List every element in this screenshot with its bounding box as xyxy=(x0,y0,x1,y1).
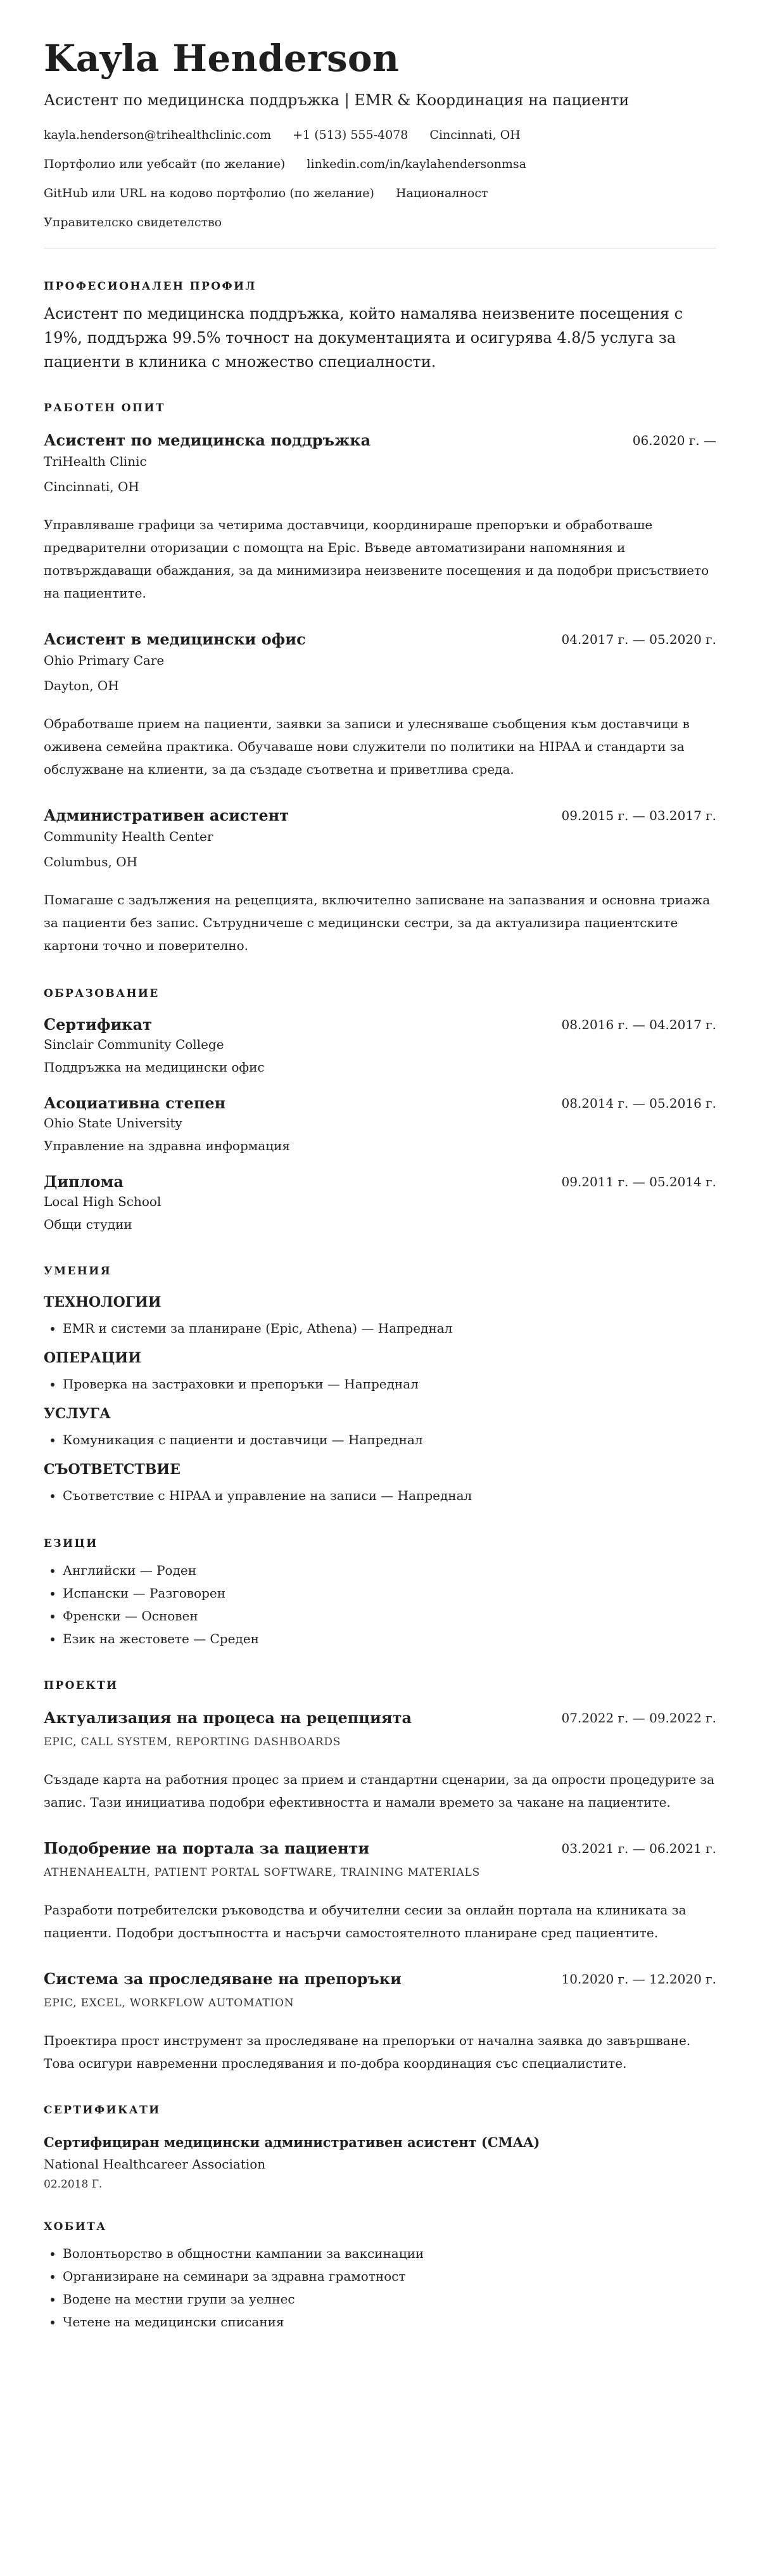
email-link[interactable]: kayla.henderson@trihealthclinic.com xyxy=(44,128,272,142)
job-description: Обработваше прием на пациенти, заявки за записи и улесняваше съобщения към доставчици в оживена семейна практика. Обучаваше нови служители по политики на HIPAA и стандарти за обслужване на клиенти, за да създаде съответна и приветлива среда. xyxy=(44,716,690,777)
skills-title: УМЕНИЯ xyxy=(44,1265,112,1278)
profile-text: Асистент по медицинска поддръжка, който намалява неизвените посещения с 19%, поддържа 99.5% точност на документацията и осигурява 4.8/5 услуга за пациенти в клиника с множество специалности. xyxy=(44,305,683,371)
hobby-item: • Водене на местни групи за уелнес xyxy=(63,2288,716,2310)
job-date: 06.2020 г. — xyxy=(632,433,716,448)
edu-date: 09.2011 г. — 05.2014 г. xyxy=(561,1174,716,1189)
skill-category: ТЕХНОЛОГИИ xyxy=(44,1294,162,1310)
license-text: Управителско свидетелство xyxy=(44,215,222,229)
job-role: Асистент по медицинска поддръжка xyxy=(44,431,371,449)
job-company: Ohio Primary Care xyxy=(44,653,165,668)
contact-row-4 xyxy=(44,214,716,231)
project-name: Система за проследяване на препоръки xyxy=(44,1970,402,1988)
projects-title: ПРОЕКТИ xyxy=(44,1679,118,1692)
certificates-title: СЕРТИФИКАТИ xyxy=(44,2104,161,2117)
skill-group xyxy=(44,1460,716,1507)
education-item xyxy=(44,1015,716,1076)
job-location: Columbus, OH xyxy=(44,854,138,869)
contact-row-3 xyxy=(44,184,716,202)
job-date: 04.2017 г. — 05.2020 г. xyxy=(561,632,716,647)
github-link[interactable]: GitHub или URL на кодово портфолио (по желание) xyxy=(44,186,374,200)
languages-title: ЕЗИЦИ xyxy=(44,1537,98,1550)
languages-list xyxy=(44,1559,716,1650)
skill-list xyxy=(44,1317,716,1340)
skill-item: • Проверка на застраховки и препоръки — Напреднал xyxy=(63,1373,716,1395)
edu-date: 08.2016 г. — 04.2017 г. xyxy=(561,1017,716,1032)
contact-row-1 xyxy=(44,126,716,144)
project-date: 10.2020 г. — 12.2020 г. xyxy=(561,1971,716,1987)
phone-text: +1 (513) 555-4078 xyxy=(293,128,408,142)
linkedin-link[interactable]: linkedin.com/in/kaylahendersonmsa xyxy=(307,157,526,171)
skills-section xyxy=(44,1265,716,1507)
edu-school: Local High School xyxy=(44,1194,162,1209)
language-item: • Френски — Основен xyxy=(63,1605,716,1627)
project-item xyxy=(44,1708,716,1814)
skill-group xyxy=(44,1349,716,1395)
project-date: 03.2021 г. — 06.2021 г. xyxy=(561,1841,716,1856)
profile-title: ПРОФЕСИОНАЛЕН ПРОФИЛ xyxy=(44,280,256,293)
candidate-name: Kayla Henderson xyxy=(44,37,400,80)
certificate-item xyxy=(44,2133,716,2193)
experience-section xyxy=(44,402,716,957)
skill-list xyxy=(44,1428,716,1451)
skill-category: СЪОТВЕТСТВИЕ xyxy=(44,1461,180,1478)
edu-degree: Асоциативна степен xyxy=(44,1094,226,1112)
job-description: Помагаше с задължения на рецепцията, включително записване на запазвания и основна триажа за пациенти без запис. Сътрудничеше с медицински сестри, за да актуализира пациентските картони точно и поверително. xyxy=(44,892,711,953)
education-section xyxy=(44,987,716,1233)
hobbies-list xyxy=(44,2242,716,2333)
skill-group xyxy=(44,1404,716,1451)
nationality-text: Националност xyxy=(395,186,488,200)
contact-row-2 xyxy=(44,155,716,173)
project-name: Актуализация на процеса на рецепцията xyxy=(44,1708,412,1727)
project-item xyxy=(44,1970,716,2075)
certificate-name: Сертифициран медицински административен асистент (CMAA) xyxy=(44,2134,540,2150)
experience-title: РАБОТЕН ОПИТ xyxy=(44,402,165,414)
location-text: Cincinnati, OH xyxy=(429,128,521,142)
hobby-item: • Волонтьорство в общностни кампании за ваксинации xyxy=(63,2242,716,2265)
skill-item: • Съответствие с HIPAA и управление на записи — Напреднал xyxy=(63,1484,716,1507)
project-description: Проектира прост инструмент за проследяване на препоръки от начална заявка до завършване. Това осигури навременни проследявания и по-добра координация със специалистите. xyxy=(44,2033,691,2071)
experience-item xyxy=(44,630,716,781)
education-item xyxy=(44,1172,716,1233)
project-tech: EPIC, CALL SYSTEM, REPORTING DASHBOARDS xyxy=(44,1736,341,1748)
language-item: • Английски — Роден xyxy=(63,1559,716,1582)
project-tech: ATHENAHEALTH, PATIENT PORTAL SOFTWARE, TRAINING MATERIALS xyxy=(44,1866,481,1879)
edu-date: 08.2014 г. — 05.2016 г. xyxy=(561,1096,716,1111)
skill-category: УСЛУГА xyxy=(44,1406,111,1422)
job-location: Dayton, OH xyxy=(44,678,119,693)
certificate-date: 02.2018 Г. xyxy=(44,2178,103,2191)
job-company: Community Health Center xyxy=(44,829,213,844)
certificate-issuer: National Healthcareer Association xyxy=(44,2156,266,2172)
experience-item xyxy=(44,806,716,957)
hobbies-title: ХОБИТА xyxy=(44,2220,107,2233)
job-company: TriHealth Clinic xyxy=(44,454,147,469)
job-location: Cincinnati, OH xyxy=(44,479,139,494)
skill-item: • Комуникация с пациенти и доставчици — Напреднал xyxy=(63,1428,716,1451)
projects-section xyxy=(44,1679,716,2075)
edu-school: Ohio State University xyxy=(44,1115,182,1131)
edu-degree: Сертификат xyxy=(44,1015,153,1034)
education-item xyxy=(44,1094,716,1155)
job-description: Управляваше графици за четирима доставчици, координираше препоръки и обработваше предварителни оторизации с помощта на Epic. Въведе автоматизирани напомняния и потвърждаващи обаждания, за да минимизира неизвените посещения и да подобри присъствието на пациентите. xyxy=(44,517,709,601)
project-item xyxy=(44,1839,716,1944)
project-description: Разработи потребителски ръководства и обучителни сесии за онлайн портала на клиниката за пациенти. Подобри достъпността и насърчи самостоятелното планиране сред пациентите. xyxy=(44,1902,687,1940)
project-name: Подобрение на портала за пациенти xyxy=(44,1839,370,1857)
project-tech: EPIC, EXCEL, WORKFLOW AUTOMATION xyxy=(44,1997,294,2009)
edu-field: Управление на здравна информация xyxy=(44,1138,291,1153)
portfolio-link[interactable]: Портфолио или уебсайт (по желание) xyxy=(44,157,286,171)
skill-group xyxy=(44,1293,716,1340)
certificates-section xyxy=(44,2104,716,2193)
language-item: • Език на жестовете — Среден xyxy=(63,1627,716,1650)
job-date: 09.2015 г. — 03.2017 г. xyxy=(561,808,716,823)
edu-field: Поддръжка на медицински офис xyxy=(44,1060,265,1075)
skill-category: ОПЕРАЦИИ xyxy=(44,1350,141,1366)
skill-item: • EMR и системи за планиране (Epic, Athena) — Напреднал xyxy=(63,1317,716,1340)
languages-section xyxy=(44,1537,716,1650)
language-item: • Испански — Разговорен xyxy=(63,1582,716,1605)
candidate-subtitle: Асистент по медицинска поддръжка | EMR & Координация на пациенти xyxy=(44,91,630,109)
hobby-item: • Четене на медицински списания xyxy=(63,2310,716,2333)
experience-item xyxy=(44,431,716,605)
edu-school: Sinclair Community College xyxy=(44,1037,224,1052)
job-role: Асистент в медицински офис xyxy=(44,630,306,648)
hobbies-section xyxy=(44,2220,716,2333)
skill-list xyxy=(44,1484,716,1507)
project-date: 07.2022 г. — 09.2022 г. xyxy=(561,1710,716,1726)
hobby-item: • Организиране на семинари за здравна грамотност xyxy=(63,2265,716,2288)
job-role: Административен асистент xyxy=(44,806,289,824)
project-description: Създаде карта на работния процес за прием и стандартни сценарии, за да опрости процедурите за запис. Тази инициатива подобри ефективността и намали времето за чакане на пациентите. xyxy=(44,1772,714,1810)
profile-section xyxy=(44,280,716,374)
skill-list xyxy=(44,1373,716,1395)
edu-degree: Диплома xyxy=(44,1172,124,1191)
education-title: ОБРАЗОВАНИЕ xyxy=(44,987,160,1000)
edu-field: Общи студии xyxy=(44,1217,132,1232)
